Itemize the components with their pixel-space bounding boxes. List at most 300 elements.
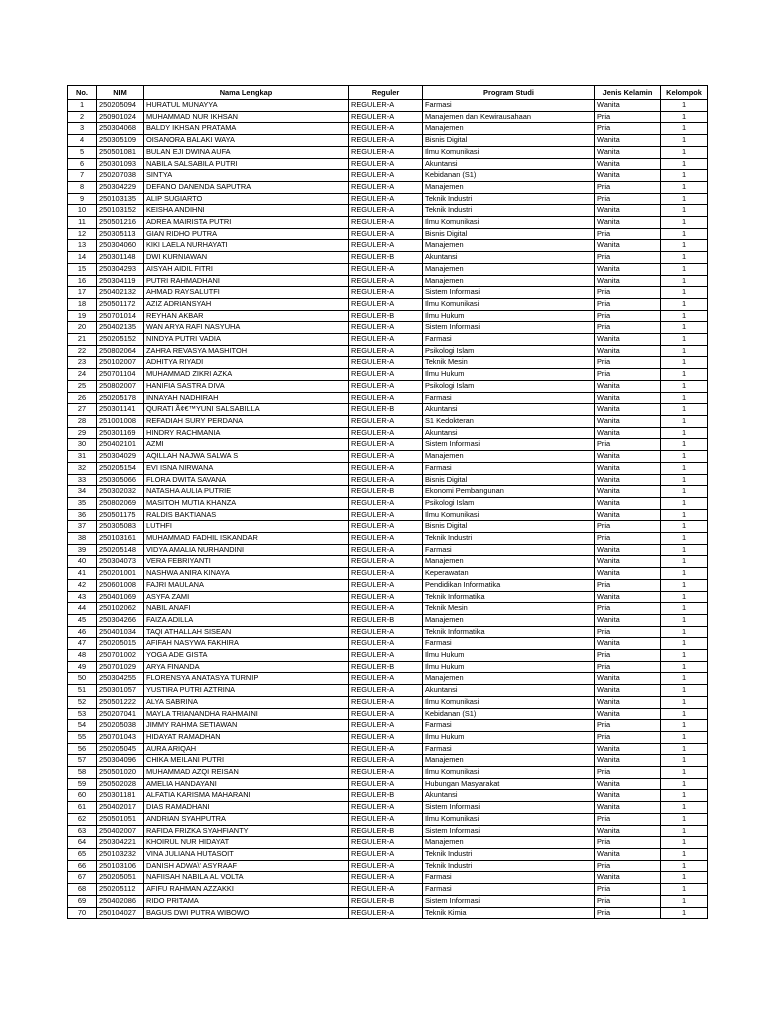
cell-nama-lengkap: REFADIAH SURY PERDANA [144,415,349,427]
cell-program-studi: Akuntansi [423,404,595,416]
cell-program-studi: Bisnis Digital [423,135,595,147]
cell-jenis-kelamin: Pria [595,310,661,322]
table-row [68,123,708,135]
cell-nama-lengkap: AQILLAH NAJWA SALWA S [144,451,349,463]
cell-kelompok: 1 [661,252,708,264]
cell-jenis-kelamin: Wanita [595,497,661,509]
cell-jenis-kelamin: Pria [595,603,661,615]
cell-reguler: REGULER-A [349,146,423,158]
cell-nama-lengkap: MUHAMMAD NUR IKHSAN [144,111,349,123]
cell-jenis-kelamin: Wanita [595,568,661,580]
cell-program-studi: Ilmu Komunikasi [423,217,595,229]
cell-nama-lengkap: AFIFAH NASYWA FAKHIRA [144,638,349,650]
cell-jenis-kelamin: Wanita [595,696,661,708]
cell-jenis-kelamin: Wanita [595,427,661,439]
cell-nim: 250301093 [97,158,144,170]
cell-no: 70 [68,907,97,919]
cell-nama-lengkap: JIMMY RAHMA SETIAWAN [144,720,349,732]
cell-jenis-kelamin: Wanita [595,404,661,416]
cell-program-studi: Bisnis Digital [423,228,595,240]
table-row [68,240,708,252]
cell-program-studi: Teknik Mesin [423,603,595,615]
cell-nim: 250205045 [97,743,144,755]
table-row [68,767,708,779]
cell-kelompok: 1 [661,310,708,322]
cell-program-studi: Ilmu Hukum [423,369,595,381]
cell-reguler: REGULER-A [349,778,423,790]
cell-jenis-kelamin: Wanita [595,170,661,182]
table-row [68,849,708,861]
cell-kelompok: 1 [661,802,708,814]
cell-no: 65 [68,849,97,861]
cell-reguler: REGULER-A [349,533,423,545]
cell-nim: 250301181 [97,790,144,802]
cell-nama-lengkap: REYHAN AKBAR [144,310,349,322]
cell-nim: 250501081 [97,146,144,158]
cell-reguler: REGULER-A [349,392,423,404]
cell-program-studi: Teknik Mesin [423,357,595,369]
cell-nama-lengkap: MASITOH MUTIA KHANZA [144,497,349,509]
cell-jenis-kelamin: Pria [595,298,661,310]
cell-jenis-kelamin: Wanita [595,474,661,486]
table-row [68,462,708,474]
cell-kelompok: 1 [661,790,708,802]
cell-jenis-kelamin: Pria [595,252,661,264]
table-row [68,380,708,392]
cell-reguler: REGULER-A [349,544,423,556]
cell-kelompok: 1 [661,205,708,217]
cell-kelompok: 1 [661,778,708,790]
cell-nim: 251001008 [97,415,144,427]
cell-reguler: REGULER-B [349,825,423,837]
table-row [68,205,708,217]
cell-nim: 250207041 [97,708,144,720]
table-row [68,568,708,580]
cell-no: 24 [68,369,97,381]
cell-program-studi: Teknik Industri [423,193,595,205]
cell-kelompok: 1 [661,731,708,743]
cell-reguler: REGULER-A [349,369,423,381]
cell-jenis-kelamin: Pria [595,579,661,591]
cell-kelompok: 1 [661,111,708,123]
cell-kelompok: 1 [661,872,708,884]
table-row [68,533,708,545]
cell-no: 10 [68,205,97,217]
cell-reguler: REGULER-A [349,708,423,720]
cell-nama-lengkap: HINDRY RACHMANIA [144,427,349,439]
cell-program-studi: Farmasi [423,720,595,732]
cell-jenis-kelamin: Wanita [595,217,661,229]
cell-kelompok: 1 [661,673,708,685]
cell-program-studi: Hubungan Masyarakat [423,778,595,790]
cell-reguler: REGULER-A [349,603,423,615]
cell-program-studi: Ilmu Komunikasi [423,767,595,779]
cell-program-studi: Sistem Informasi [423,322,595,334]
cell-jenis-kelamin: Pria [595,720,661,732]
cell-nama-lengkap: AZMI [144,439,349,451]
cell-kelompok: 1 [661,275,708,287]
cell-program-studi: Farmasi [423,334,595,346]
cell-program-studi: Ilmu Komunikasi [423,696,595,708]
cell-program-studi: Psikologi Islam [423,345,595,357]
table-row [68,427,708,439]
header-kelompok: Kelompok [661,86,708,100]
cell-jenis-kelamin: Wanita [595,849,661,861]
cell-reguler: REGULER-A [349,170,423,182]
cell-jenis-kelamin: Pria [595,907,661,919]
cell-no: 9 [68,193,97,205]
cell-nim: 250305066 [97,474,144,486]
cell-nim: 250305113 [97,228,144,240]
cell-nim: 250207038 [97,170,144,182]
cell-program-studi: Akuntansi [423,685,595,697]
table-row [68,802,708,814]
table-row [68,743,708,755]
header-nama-lengkap: Nama Lengkap [144,86,349,100]
cell-kelompok: 1 [661,486,708,498]
cell-no: 39 [68,544,97,556]
cell-nim: 250501051 [97,813,144,825]
cell-kelompok: 1 [661,696,708,708]
cell-nim: 250103106 [97,860,144,872]
table-row [68,860,708,872]
cell-program-studi: Teknik Informatika [423,591,595,603]
cell-reguler: REGULER-A [349,638,423,650]
cell-no: 66 [68,860,97,872]
cell-jenis-kelamin: Pria [595,111,661,123]
cell-program-studi: Manajemen [423,275,595,287]
cell-jenis-kelamin: Wanita [595,708,661,720]
cell-nama-lengkap: QURATI Ã¢€™YUNI SALSABILLA [144,404,349,416]
cell-nama-lengkap: AURA ARIQAH [144,743,349,755]
cell-jenis-kelamin: Wanita [595,263,661,275]
cell-nim: 250802064 [97,345,144,357]
cell-program-studi: Farmasi [423,392,595,404]
table-row [68,778,708,790]
cell-nama-lengkap: CHIKA MEILANI PUTRI [144,755,349,767]
cell-no: 44 [68,603,97,615]
cell-jenis-kelamin: Pria [595,837,661,849]
cell-kelompok: 1 [661,720,708,732]
cell-nim: 250301141 [97,404,144,416]
cell-no: 21 [68,334,97,346]
cell-program-studi: Manajemen [423,556,595,568]
cell-nim: 250205051 [97,872,144,884]
cell-program-studi: S1 Kedokteran [423,415,595,427]
cell-no: 48 [68,650,97,662]
cell-program-studi: Farmasi [423,544,595,556]
cell-nama-lengkap: AMELIA HANDAYANI [144,778,349,790]
cell-kelompok: 1 [661,907,708,919]
cell-nim: 250802069 [97,497,144,509]
cell-reguler: REGULER-A [349,205,423,217]
cell-nim: 250401069 [97,591,144,603]
cell-kelompok: 1 [661,170,708,182]
cell-program-studi: Farmasi [423,884,595,896]
cell-program-studi: Sistem Informasi [423,802,595,814]
table-row [68,474,708,486]
cell-kelompok: 1 [661,708,708,720]
cell-reguler: REGULER-B [349,614,423,626]
cell-jenis-kelamin: Pria [595,767,661,779]
cell-program-studi: Ilmu Komunikasi [423,146,595,158]
cell-kelompok: 1 [661,240,708,252]
cell-reguler: REGULER-A [349,193,423,205]
cell-nim: 250205038 [97,720,144,732]
table-row [68,181,708,193]
cell-reguler: REGULER-A [349,720,423,732]
cell-reguler: REGULER-A [349,427,423,439]
cell-nama-lengkap: VERA FEBRIYANTI [144,556,349,568]
table-row [68,755,708,767]
table-row [68,731,708,743]
cell-kelompok: 1 [661,614,708,626]
table-row [68,217,708,229]
cell-no: 68 [68,884,97,896]
cell-nim: 250802007 [97,380,144,392]
cell-nim: 250102007 [97,357,144,369]
cell-program-studi: Manajemen [423,614,595,626]
cell-nama-lengkap: AFIFU RAHMAN AZZAKKI [144,884,349,896]
cell-no: 1 [68,100,97,112]
table-row [68,497,708,509]
cell-kelompok: 1 [661,544,708,556]
cell-kelompok: 1 [661,217,708,229]
cell-reguler: REGULER-A [349,755,423,767]
cell-no: 64 [68,837,97,849]
cell-no: 12 [68,228,97,240]
cell-no: 8 [68,181,97,193]
cell-nim: 250501216 [97,217,144,229]
cell-nim: 250305083 [97,521,144,533]
table-row [68,170,708,182]
cell-no: 35 [68,497,97,509]
cell-program-studi: Bisnis Digital [423,474,595,486]
table-row [68,263,708,275]
cell-program-studi: Ilmu Komunikasi [423,509,595,521]
cell-reguler: REGULER-A [349,322,423,334]
cell-nama-lengkap: DWI KURNIAWAN [144,252,349,264]
cell-jenis-kelamin: Wanita [595,135,661,147]
cell-kelompok: 1 [661,415,708,427]
cell-no: 14 [68,252,97,264]
cell-reguler: REGULER-A [349,509,423,521]
cell-jenis-kelamin: Wanita [595,802,661,814]
cell-nim: 250205154 [97,462,144,474]
cell-program-studi: Ilmu Hukum [423,310,595,322]
cell-program-studi: Sistem Informasi [423,825,595,837]
cell-nama-lengkap: RAFIDA FRIZKA SYAHFIANTY [144,825,349,837]
cell-program-studi: Manajemen [423,181,595,193]
cell-nama-lengkap: RIDO PRITAMA [144,895,349,907]
cell-program-studi: Ilmu Hukum [423,650,595,662]
cell-nim: 250205112 [97,884,144,896]
table-row [68,825,708,837]
cell-program-studi: Manajemen [423,263,595,275]
cell-program-studi: Manajemen [423,240,595,252]
table-row [68,638,708,650]
cell-no: 7 [68,170,97,182]
cell-nama-lengkap: KHOIRUL NUR HIDAYAT [144,837,349,849]
cell-reguler: REGULER-A [349,298,423,310]
table-row [68,884,708,896]
cell-kelompok: 1 [661,568,708,580]
cell-kelompok: 1 [661,837,708,849]
cell-jenis-kelamin: Wanita [595,392,661,404]
cell-nim: 250301169 [97,427,144,439]
cell-jenis-kelamin: Pria [595,860,661,872]
cell-no: 47 [68,638,97,650]
cell-kelompok: 1 [661,287,708,299]
cell-no: 27 [68,404,97,416]
cell-jenis-kelamin: Wanita [595,778,661,790]
cell-kelompok: 1 [661,579,708,591]
cell-kelompok: 1 [661,661,708,673]
cell-nama-lengkap: VIDYA AMALIA NURHANDINI [144,544,349,556]
cell-jenis-kelamin: Wanita [595,790,661,802]
cell-no: 13 [68,240,97,252]
cell-reguler: REGULER-A [349,673,423,685]
cell-no: 34 [68,486,97,498]
table-row [68,895,708,907]
cell-jenis-kelamin: Pria [595,181,661,193]
cell-reguler: REGULER-A [349,860,423,872]
cell-reguler: REGULER-A [349,135,423,147]
cell-nama-lengkap: PUTRI RAHMADHANI [144,275,349,287]
cell-program-studi: Manajemen [423,123,595,135]
table-row [68,404,708,416]
cell-jenis-kelamin: Pria [595,731,661,743]
cell-jenis-kelamin: Wanita [595,345,661,357]
cell-nama-lengkap: BAGUS DWI PUTRA WIBOWO [144,907,349,919]
table-row [68,228,708,240]
cell-nim: 250501172 [97,298,144,310]
table-row [68,287,708,299]
cell-reguler: REGULER-A [349,217,423,229]
cell-reguler: REGULER-A [349,521,423,533]
cell-jenis-kelamin: Pria [595,626,661,638]
cell-no: 36 [68,509,97,521]
cell-nama-lengkap: FAJRI MAULANA [144,579,349,591]
cell-nama-lengkap: ADHITYA RIYADI [144,357,349,369]
cell-jenis-kelamin: Wanita [595,509,661,521]
cell-program-studi: Psikologi Islam [423,497,595,509]
table-row [68,837,708,849]
cell-reguler: REGULER-A [349,380,423,392]
cell-program-studi: Sistem Informasi [423,895,595,907]
cell-nim: 250701002 [97,650,144,662]
cell-nama-lengkap: NABILA SALSABILA PUTRI [144,158,349,170]
cell-program-studi: Akuntansi [423,427,595,439]
cell-nim: 250502028 [97,778,144,790]
cell-reguler: REGULER-A [349,287,423,299]
cell-nama-lengkap: INNAYAH NADHIRAH [144,392,349,404]
table-row [68,439,708,451]
cell-jenis-kelamin: Wanita [595,685,661,697]
cell-nama-lengkap: NINDYA PUTRI VADIA [144,334,349,346]
cell-reguler: REGULER-B [349,661,423,673]
cell-kelompok: 1 [661,533,708,545]
cell-no: 5 [68,146,97,158]
cell-reguler: REGULER-A [349,275,423,287]
cell-reguler: REGULER-A [349,696,423,708]
cell-jenis-kelamin: Wanita [595,614,661,626]
cell-program-studi: Farmasi [423,638,595,650]
cell-nim: 250304073 [97,556,144,568]
cell-nama-lengkap: NABIL ANAFI [144,603,349,615]
cell-jenis-kelamin: Pria [595,884,661,896]
table-row [68,275,708,287]
cell-nim: 250701029 [97,661,144,673]
cell-nama-lengkap: LUTHFI [144,521,349,533]
cell-kelompok: 1 [661,263,708,275]
cell-jenis-kelamin: Wanita [595,743,661,755]
cell-reguler: REGULER-A [349,837,423,849]
cell-program-studi: Sistem Informasi [423,439,595,451]
cell-nama-lengkap: ADREA MAIRISTA PUTRI [144,217,349,229]
table-row [68,334,708,346]
cell-no: 58 [68,767,97,779]
cell-nim: 250402017 [97,802,144,814]
cell-nim: 250701014 [97,310,144,322]
cell-program-studi: Teknik Informatika [423,626,595,638]
cell-no: 49 [68,661,97,673]
cell-kelompok: 1 [661,743,708,755]
cell-nama-lengkap: MUHAMMAD AZQI REISAN [144,767,349,779]
table-row [68,696,708,708]
table-row [68,357,708,369]
cell-nama-lengkap: DEFANO DANENDA SAPUTRA [144,181,349,193]
table-row [68,521,708,533]
cell-nama-lengkap: FLORENSYA ANATASYA TURNIP [144,673,349,685]
cell-jenis-kelamin: Wanita [595,872,661,884]
cell-no: 51 [68,685,97,697]
cell-program-studi: Manajemen [423,451,595,463]
cell-nim: 250103161 [97,533,144,545]
cell-no: 50 [68,673,97,685]
cell-jenis-kelamin: Pria [595,357,661,369]
cell-kelompok: 1 [661,135,708,147]
cell-no: 46 [68,626,97,638]
cell-jenis-kelamin: Wanita [595,380,661,392]
cell-nim: 250501020 [97,767,144,779]
cell-no: 18 [68,298,97,310]
cell-jenis-kelamin: Pria [595,123,661,135]
table-row [68,720,708,732]
cell-nama-lengkap: NASHWA ANIRA KINAYA [144,568,349,580]
table-row [68,544,708,556]
cell-reguler: REGULER-A [349,451,423,463]
cell-nama-lengkap: DIAS RAMADHANI [144,802,349,814]
cell-nama-lengkap: ALFATIA KARISMA MAHARANI [144,790,349,802]
cell-nama-lengkap: EVI ISNA NIRWANA [144,462,349,474]
cell-jenis-kelamin: Wanita [595,415,661,427]
cell-nama-lengkap: BALDY IKHSAN PRATAMA [144,123,349,135]
cell-nama-lengkap: AZIZ ADRIANSYAH [144,298,349,310]
table-row [68,603,708,615]
cell-no: 22 [68,345,97,357]
cell-nama-lengkap: RALDIS BAKTIANAS [144,509,349,521]
cell-jenis-kelamin: Wanita [595,544,661,556]
table-row [68,556,708,568]
cell-reguler: REGULER-B [349,404,423,416]
cell-kelompok: 1 [661,650,708,662]
cell-reguler: REGULER-A [349,626,423,638]
cell-jenis-kelamin: Wanita [595,146,661,158]
cell-kelompok: 1 [661,146,708,158]
cell-nim: 250901024 [97,111,144,123]
table-row [68,509,708,521]
